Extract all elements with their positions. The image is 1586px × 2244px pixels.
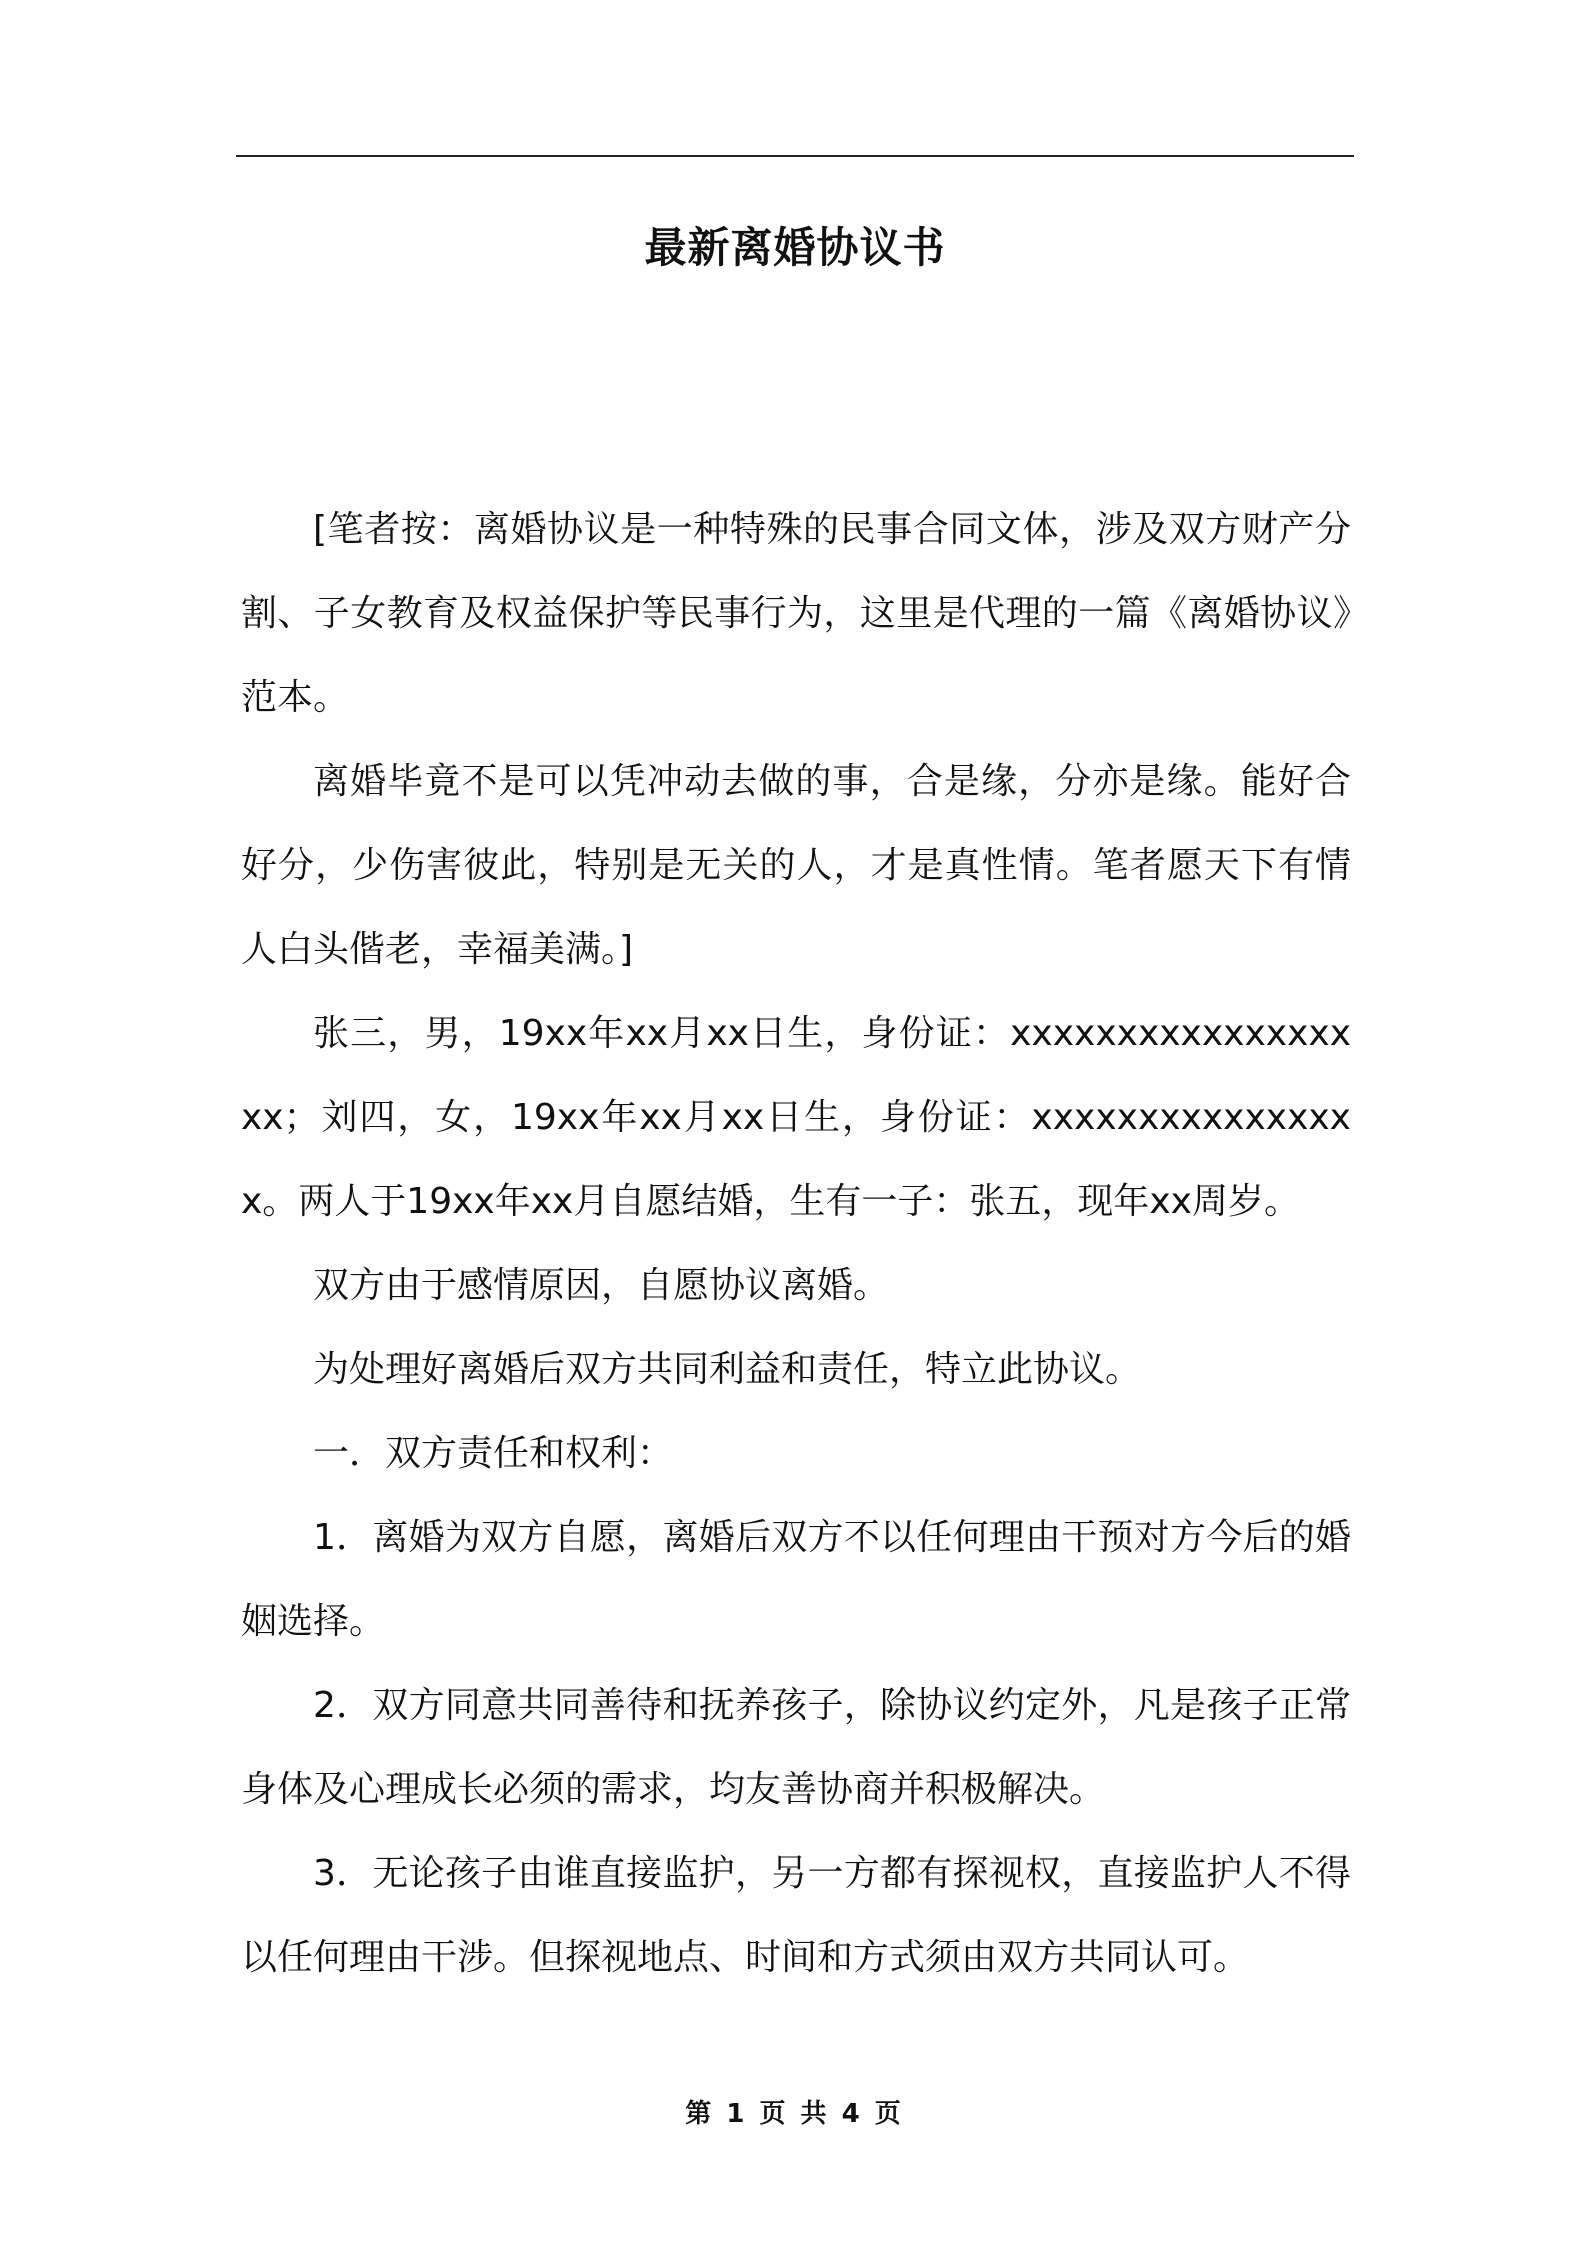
paragraph-editor-note-2: 离婚毕竟不是可以凭冲动去做的事，合是缘，分亦是缘。能好合好分，少伤害彼此，特别是无关的人，才是真性情。笔者愿天下有情人白头偕老，幸福美满。]	[241, 761, 1351, 970]
paragraph-parties: 张三，男，19xx年xx月xx日生，身份证：xxxxxxxxxxxxxxxxxx；刘四，女，19xx年xx月xx日生，身份证：xxxxxxxxxxxxxxxx。两人于19xx年xx月自愿结婚，生有一子：张五，现年xx周岁。	[241, 1013, 1351, 1222]
paragraph-reason: 双方由于感情原因，自愿协议离婚。	[313, 1265, 890, 1306]
paragraph-editor-note-1: [笔者按：离婚协议是一种特殊的民事合同文体，涉及双方财产分割、子女教育及权益保护等民事行为，这里是代理的一篇《离婚协议》范本。	[241, 509, 1351, 718]
clause-1: 1．离婚为双方自愿，离婚后双方不以任何理由干预对方今后的婚姻选择。	[241, 1517, 1351, 1642]
clause-3: 3．无论孩子由谁直接监护，另一方都有探视权，直接监护人不得以任何理由干涉。但探视地点、时间和方式须由双方共同认可。	[241, 1853, 1351, 1978]
paragraph-purpose: 为处理好离婚后双方共同利益和责任，特立此协议。	[313, 1349, 1142, 1390]
header-rule	[236, 155, 1354, 157]
clause-2: 2．双方同意共同善待和抚养孩子，除协议约定外，凡是孩子正常身体及心理成长必须的需求，均友善协商并积极解决。	[241, 1685, 1351, 1810]
document-body	[241, 488, 1351, 2000]
document-title: 最新离婚协议书	[644, 223, 946, 272]
page-number: 第 1 页 共 4 页	[685, 2099, 901, 2129]
section-heading-responsibilities: 一．双方责任和权利：	[313, 1433, 674, 1474]
